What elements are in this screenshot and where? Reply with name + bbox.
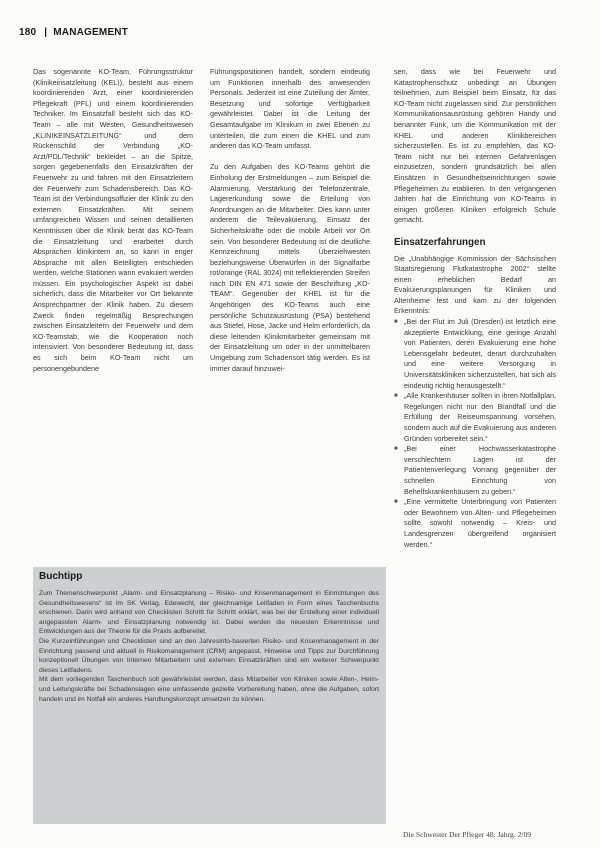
column1-paragraph: Das sogenannte KO-Team, Führungsstruktur (Klinikeinsatzleitung (KEL)), besteht aus einem koordinierenden Arzt, einer koordinierenden Pflegekraft (PFL) und einem koordinierenden Techniker. Im Einsatzfall besteht sich das KO-Team – alle mit Westen, Gesundheitswesen „KLINIKEINSATZLEITUNG“ und dem Rückenschild der Verbindung „KO-Arzt/PDL/Technik“ bekleidet – an die Spitze, sorgen gegebenenfalls den Einsatzkräften der Feuerwehr zu und fahren mit den Einsatzleitern der Feuerwehr zum Schadensbereich. Das KO-Team ist der Verbindungsoffizier der Klinik zu den externen Einsatzkräften. Mit seinem umfangreichen Wissen und seinen detaillierten Kenntnissen über die Klinik berät das KO-Team die Einsatzleitung und erarbeitet durch Absprachen klinikintern an, so kann in enger Absprache mit allen Beteiligten entschieden werden, welche Stationen wann evakuiert werden müssen. Ein psychologischer Aspekt ist dabei sicherlich, dass die Mitarbeiter vor Ort bekannte Ansprechpartner der Klinik haben. Zu diesem Zweck finden regelmäßig Besprechungen zwischen Einsatzleitern der Feuerwehr und dem KO-Teamstab, wie die Kooperation noch intensiviert. Von besonderer Bedeutung ist, dass es sich beim KO-Team nicht um personengebundene <box>33 67 193 373</box>
section-title: MANAGEMENT <box>53 27 129 38</box>
column2-paragraph-1: Führungspositionen handelt, sondern eindeutig um Funktionen innerhalb des anwesenden Personals. Jederzeit ist eine Zuteilung der Ämter, Besetzung und sofortige Verfügbarkeit gewährleistet. Dabei ist die Leitung der Gesamtaufgabe im Klinikum in zwei Ebenen zu unterteilen, die zum einen die KHEL und zum anderen das KO-Team umfasst. <box>210 67 370 151</box>
text-column-1 <box>33 67 193 374</box>
header-separator: | <box>44 27 48 38</box>
column2-paragraph-2: Zu den Aufgaben des KO-Teams gehört die Einholung der Erstmeldungen – zum Beispiel die Alarmierung, Verstärkung der Telefonzentrale, Lagererkundung sowie die Erteilung von Anordnungen an die Mitarbeiter. Dies kann unter anderem die Teilevakuierung, Einsatz der Sicherheitskräfte oder die mobile Arbeit vor Ort sein. Von besonderer Bedeutung ist die deutliche Kennzeichnung mittels Überziehwesten beziehungsweise Überwürfen in der Signalfarbe rot/orange (RAL 3024) mit reflektierenden Streifen nach DIN EN 471 sowie der Beschriftung „KO-TEAM“. Gegenüber der KHEL ist für die Angehörigen des KO-Teams auch eine persönliche Schutzausrüstung (PSA) bestehend aus Stiefel, Hose, Jacke und Helm erforderlich, da diese leitenden Klinikmitarbeiter gemeinsam mit der Einsatzleitung um oder in der unmittelbaren Umgebung zum Schadensort tätig werden. Es ist immer darauf hinzuwei- <box>210 162 370 373</box>
book-tip-paragraph: Mit dem vorliegenden Taschenbuch soll gewährleistet werden, dass Mitarbeiter von Kliniken sowie Alten-, Heim- und Leitungskräfte bei Schadenslagen eine umfassende gezielte Vorbereitung haben, ohne die Aufgaben, sofort handeln und im Notfall ein anderes Handlungskonzept umsetzen zu können. <box>39 676 379 703</box>
quote-item: ■ „Bei einer Hochwasserkatastrophe verschlechtern Lagen ist der Patientenverlegung Vorrang gegenüber der schnellen Einrichtung von Behelfskrankenhäusern zu geben.“ <box>394 444 556 497</box>
book-tip-paragraph: Die Kurzeinführungen und Checklisten sind an den Jahresinfo-basierten Risiko- und Krisenmanagement in der Einrichtung passend und aktuell in Risikomanagement (CRM) angepasst. Hinweise und Tipps zur Durchführung konzeptionell Übungen von Internen Mitarbeitern und externen Einsatzkräften sind ein weiterer Schwerpunkt dieses Leitfadens. <box>39 637 379 674</box>
text-column-3 <box>394 67 556 550</box>
quote-item: ■ „Eine vermittelte Unterbringung von Patienten oder Bewohnern von Alten- und Pflegeheimen sollte sowohl notwendig – Kreis- und Landesgrenzen übergreifend organisiert werden.“ <box>394 497 556 550</box>
book-tip-body <box>39 589 379 704</box>
page-number: 180 <box>19 27 37 38</box>
quote-list <box>394 317 556 550</box>
section-heading: Einsatzerfahrungen <box>394 236 486 248</box>
page-footer: Die Schwester Der Pfleger 48. Jahrg. 2/09 <box>403 830 532 839</box>
book-tip-title: Buchtipp <box>39 571 83 582</box>
column3-paragraph: Die „Unabhängige Kommission der Sächsischen Staatsregierung Flutkatastrophe 2002“ stellte einen erheblichen Bedarf an Evakuierungsplanungen für Kliniken und Altenheime fest und kam zu der folgenden Erkenntnis: <box>394 253 556 316</box>
book-tip-box <box>33 567 386 824</box>
book-tip-paragraph: Zum Themenschwerpunkt „Alarm- und Einsatzplanung – Risiko- und Krisenmanagement in Einrichtungen des Gesundheitswesens“ ist im SK Verlag, Edewecht, der gleichnamige Leitfaden in Form eines Taschenbuchs erschienen. Darin wird anhand von Checklisten Schritt für Schritt erklärt, was bei der Erstellung einer individuell angepassten Alarm- und Einsatzplanung notwendig ist. Dabei werden die neuesten Erkenntnisse und Entwicklungen aus der Theorie für die Praxis aufbereitet. <box>39 590 379 636</box>
column3-intro: sen, dass wie bei Feuerwehr und Katastrophenschutz unbedingt an Übungen teilnehmen, zum Beispiel beim Einsatz, für das KO-Team nicht zugelassen sind. Zur persönlichen Kommunikationsausrüstung gehören Handy und benannter Funk, um die Kommunikation mit der KHEL und anderen Klinikbereichen sicherzustellen. Es ist zu empfehlen, das KO-Team nicht nur bei internen Gefahrenlagen einzusetzen, sondern grundsätzlich bei allen Einsätzen in Gesundheitseinrichtungen sowie Pflegeheimen zu etablieren. In den vergangenen Jahren hat die Einrichtung von KO-Teams in einigen größeren Kliniken erfolgreich Schule gemacht. <box>394 67 556 225</box>
quote-item: ■ „Alle Krankenhäuser sollten in ihren Notfallplan, Regelungen nicht nur den Brandfall und die Erfüllung der Reiseumspannung vorsehen, sondern auch auf die Evakuierung aus anderen Gründen vorbereitet sein.“ <box>394 391 556 444</box>
text-column-2 <box>210 67 370 374</box>
quote-item: ■ „Bei der Flut im Juli (Dresden) ist letztlich eine akzeptierte Entwicklung, eine geringe Anzahl von Patienten, deren Evakuierung eine hohe Lebensgefahr bedeutet, derart durchzuhalten und eine weitere Versorgung in Universitätskliniken sicherzustellen, hat sich als eindeutig richtig herausgestellt.“ <box>394 317 556 391</box>
page-header <box>19 27 128 38</box>
